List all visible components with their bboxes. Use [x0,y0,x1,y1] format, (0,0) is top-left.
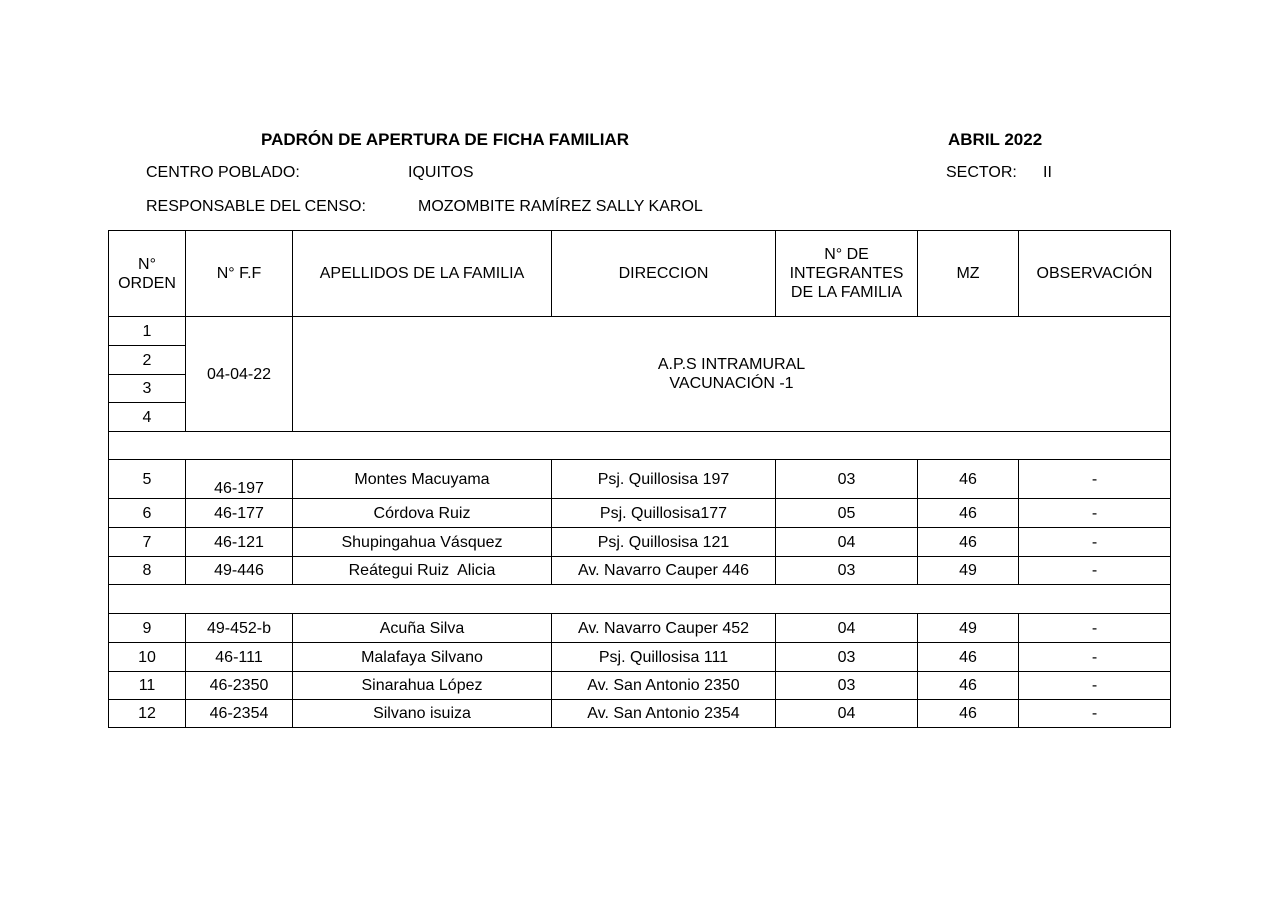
direccion-cell: Av. San Antonio 2350 [552,672,776,700]
separator-row [109,432,1171,460]
table-row [109,528,1171,557]
integrantes-cell: 03 [776,643,918,672]
direccion-cell: Psj. Quillosisa 121 [552,528,776,557]
ff-cell: 49-452-b [186,614,293,643]
col-header-orden [109,231,186,317]
col-header-orden-line1: N° [138,255,156,273]
direccion-cell: Av. Navarro Cauper 452 [552,614,776,643]
col-header-integrantes-line2: INTEGRANTES [789,265,904,282]
ff-cell: 46-111 [186,643,293,672]
ff-cell: 46-197 [186,460,293,499]
col-header-integrantes-line3: DE LA FAMILIA [790,284,903,301]
observacion-cell: - [1019,499,1171,528]
orden-cell: 4 [109,403,186,432]
col-header-direccion: DIRECCION [552,231,776,317]
orden-cell: 12 [109,700,186,728]
table-row [109,460,1171,499]
orden-cell: 5 [109,460,186,499]
padron-table [108,230,1171,728]
table-row [109,643,1171,672]
observacion-cell: - [1019,672,1171,700]
orden-cell: 9 [109,614,186,643]
aps-note-line1: A.P.S INTRAMURAL [657,356,806,373]
orden-cell: 1 [109,317,186,346]
table-row [109,614,1171,643]
observacion-cell: - [1019,700,1171,728]
apellidos-cell: Shupingahua Vásquez [293,528,552,557]
apellidos-cell: Silvano isuiza [293,700,552,728]
col-header-observacion: OBSERVACIÓN [1019,231,1171,317]
page-title: PADRÓN DE APERTURA DE FICHA FAMILIAR [261,130,630,149]
table-row [109,700,1171,728]
sector-label: SECTOR: [946,164,1017,181]
col-header-integrantes [776,231,918,317]
ff-cell: 46-121 [186,528,293,557]
separator-row [109,585,1171,614]
table-row [109,317,1171,346]
table-row [109,672,1171,700]
integrantes-cell: 04 [776,614,918,643]
mz-cell: 46 [918,460,1019,499]
apellidos-cell: Malafaya Silvano [293,643,552,672]
aps-note-line2: VACUNACIÓN -1 [669,375,794,392]
aps-note-cell [293,317,1171,432]
separator-cell [109,432,1171,460]
orden-cell: 7 [109,528,186,557]
ff-cell: 46-177 [186,499,293,528]
centro-poblado-value: IQUITOS [408,164,474,181]
col-header-apellidos: APELLIDOS DE LA FAMILIA [293,231,552,317]
table-row [109,499,1171,528]
integrantes-cell: 03 [776,460,918,499]
ff-cell: 46-2350 [186,672,293,700]
integrantes-cell: 05 [776,499,918,528]
integrantes-cell: 03 [776,557,918,585]
col-header-integrantes-line1: N° DE [824,246,869,263]
sector-value: II [1043,164,1052,181]
orden-cell: 11 [109,672,186,700]
orden-cell: 3 [109,375,186,403]
apellidos-cell: Reátegui Ruiz Alicia [293,557,552,585]
col-header-orden-line2: ORDEN [118,274,176,292]
separator-cell [109,585,1171,614]
table-row [109,557,1171,585]
direccion-cell: Av. Navarro Cauper 446 [552,557,776,585]
orden-cell: 6 [109,499,186,528]
observacion-cell: - [1019,460,1171,499]
direccion-cell: Psj. Quillosisa177 [552,499,776,528]
ff-cell: 46-2354 [186,700,293,728]
mz-cell: 46 [918,672,1019,700]
direccion-cell: Av. San Antonio 2354 [552,700,776,728]
orden-cell: 10 [109,643,186,672]
centro-poblado-label: CENTRO POBLADO: [146,164,300,181]
col-header-mz: MZ [918,231,1019,317]
integrantes-cell: 03 [776,672,918,700]
integrantes-cell: 04 [776,700,918,728]
responsable-value: MOZOMBITE RAMÍREZ SALLY KAROL [418,198,703,215]
mz-cell: 49 [918,614,1019,643]
direccion-cell: Psj. Quillosisa 197 [552,460,776,499]
orden-cell: 2 [109,346,186,375]
apellidos-cell: Córdova Ruiz [293,499,552,528]
observacion-cell: - [1019,643,1171,672]
observacion-cell: - [1019,557,1171,585]
apellidos-cell: Montes Macuyama [293,460,552,499]
mz-cell: 46 [918,643,1019,672]
apellidos-cell: Acuña Silva [293,614,552,643]
table-header-row [109,231,1171,317]
report-date: ABRIL 2022 [948,130,1043,149]
observacion-cell: - [1019,528,1171,557]
col-header-ff: N° F.F [186,231,293,317]
orden-cell: 8 [109,557,186,585]
direccion-cell: Psj. Quillosisa 111 [552,643,776,672]
apellidos-cell: Sinarahua López [293,672,552,700]
observacion-cell: - [1019,614,1171,643]
mz-cell: 46 [918,700,1019,728]
mz-cell: 49 [918,557,1019,585]
responsable-label: RESPONSABLE DEL CENSO: [146,198,366,215]
ff-date-cell: 04-04-22 [186,317,293,432]
integrantes-cell: 04 [776,528,918,557]
ff-cell: 49-446 [186,557,293,585]
mz-cell: 46 [918,499,1019,528]
mz-cell: 46 [918,528,1019,557]
